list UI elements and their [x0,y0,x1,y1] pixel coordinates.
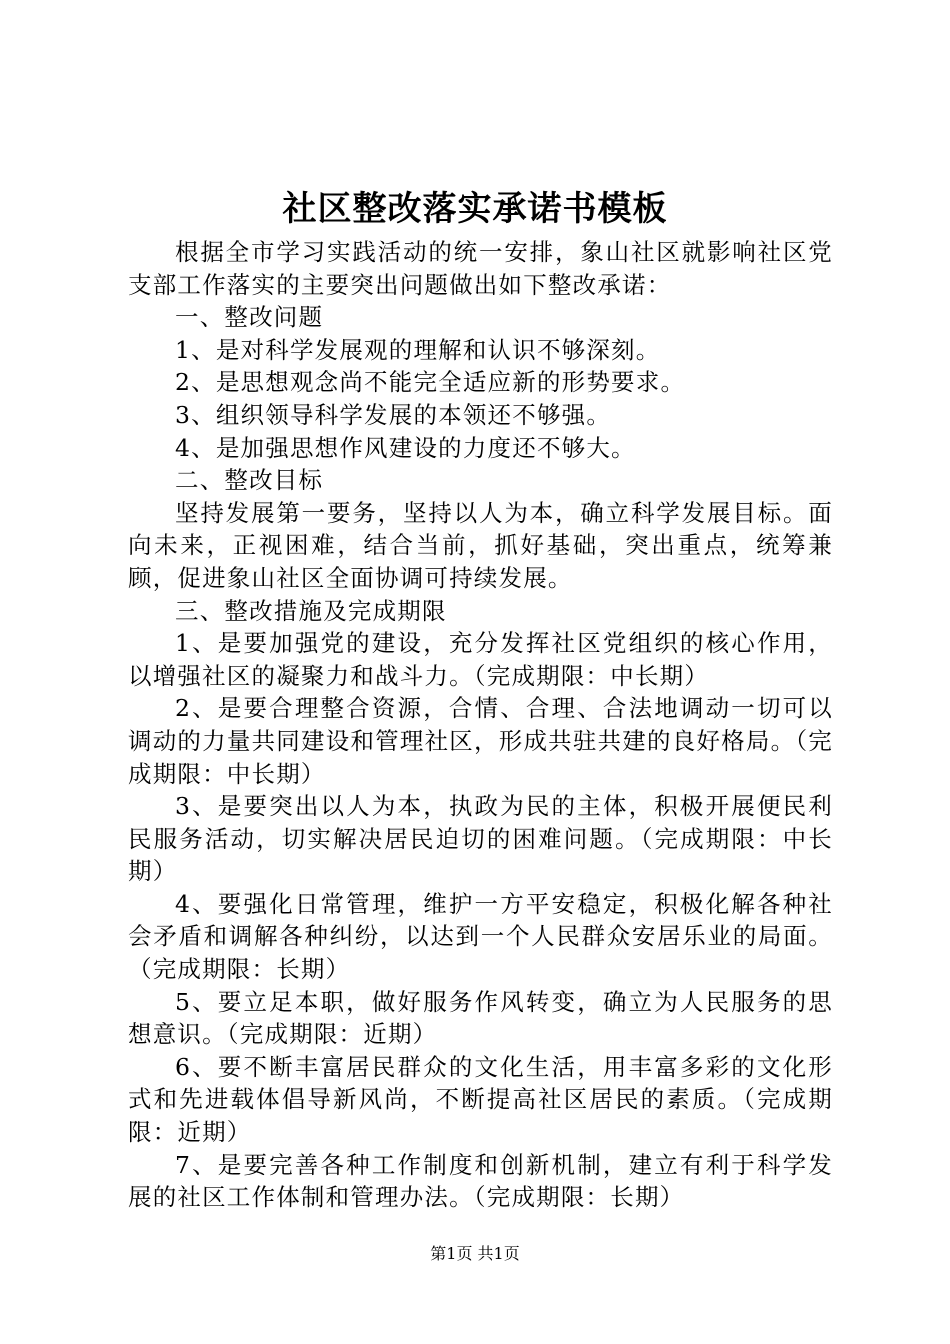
document-body [128,236,833,1214]
paragraph-intro: 根据全市学习实践活动的统一安排，象山社区就影响社区党支部工作落实的主要突出问题做出如下整改承诺： [128,238,833,299]
measure-item-4: 4、要强化日常管理，维护一方平安稳定，积极化解各种社会矛盾和调解各种纠纷，以达到一个人民群众安居乐业的局面。（完成期限：长期） [128,889,833,984]
measure-item-2: 2、是要合理整合资源，合情、合理、合法地调动一切可以调动的力量共同建设和管理社区，形成共驻共建的良好格局。（完成期限：中长期） [128,694,833,788]
measure-item-3: 3、是要突出以人为本，执政为民的主体，积极开展便民利民服务活动，切实解决居民迫切的困难问题。（完成期限：中长期） [128,792,833,886]
section-heading-goals: 二、整改目标 [175,466,324,495]
document-title: 社区整改落实承诺书模板 [282,189,668,229]
measure-item-1: 1、是要加强党的建设，充分发挥社区党组织的核心作用，以增强社区的凝聚力和战斗力。（完成期限：中长期） [128,629,833,690]
page-footer: 第1页 共1页 [430,1244,520,1263]
measure-item-5: 5、要立足本职，做好服务作风转变，确立为人民服务的思想意识。（完成期限：近期） [128,987,833,1049]
problem-item-4: 4、是加强思想作风建设的力度还不够大。 [175,433,636,462]
problem-item-1: 1、是对科学发展观的理解和认识不够深刻。 [175,335,661,364]
section-heading-measures: 三、整改措施及完成期限 [175,596,447,625]
problem-item-3: 3、组织领导科学发展的本领还不够强。 [175,400,612,429]
measure-item-6: 6、要不断丰富居民群众的文化生活，用丰富多彩的文化形式和先进载体倡导新风尚，不断提高社区居民的素质。（完成期限：近期） [128,1052,833,1147]
measure-item-7: 7、是要完善各种工作制度和创新机制，建立有利于科学发展的社区工作体制和管理办法。（完成期限：长期） [128,1150,833,1212]
paragraph-goals: 坚持发展第一要务，坚持以人为本，确立科学发展目标。面向未来，正视困难，结合当前，抓好基础，突出重点，统筹兼顾，促进象山社区全面协调可持续发展。 [128,498,833,592]
section-heading-problems: 一、整改问题 [175,303,324,332]
problem-item-2: 2、是思想观念尚不能完全适应新的形势要求。 [175,368,686,397]
